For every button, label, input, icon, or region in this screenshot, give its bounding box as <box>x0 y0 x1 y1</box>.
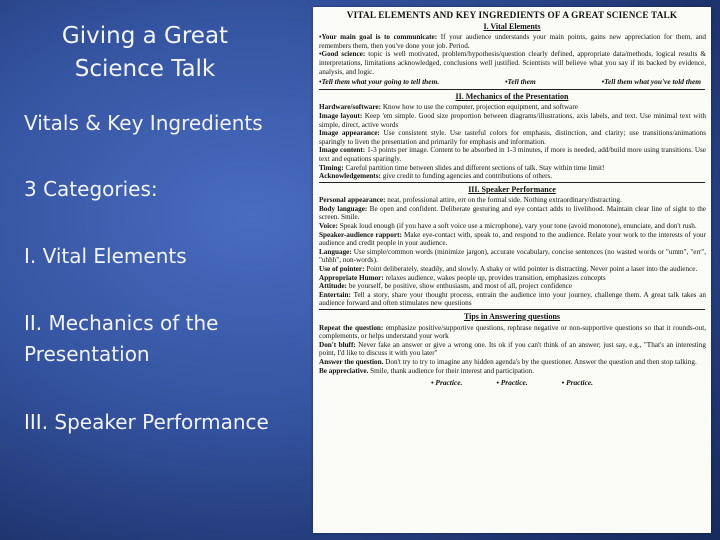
tell-them-3: •Tell them what you've told them <box>601 77 701 87</box>
para-repeat-question: Repeat the question: emphasize positive/supportive questions, rephrase negative or non-supportive questions so that it rounds-out, complements, or helps understand your work <box>319 323 706 341</box>
tell-them-row <box>319 78 701 87</box>
category-speaker-performance: III. Speaker Performance <box>24 410 269 434</box>
section-vital-elements: I. Vital Elements <box>483 21 541 31</box>
para-humor: Appropriate Humor: relaxes audience, wakes people up, provides transition, emphasizes concepts <box>319 273 606 282</box>
divider <box>319 182 705 183</box>
para-image-content: Image content: 1-3 points per image. Content to be absorbed in 1-3 minutes, if more is needed, add/build more using transitions. Use text and equations sparingly. <box>319 146 706 163</box>
tell-them-2: •Tell them <box>504 77 536 87</box>
para-image-appearance: Image appearance: Use consistent style. Use tasteful colors for emphasis, distinction, and clarity; use transitions/animations sparingly to liven the presentation and primarily for emphasis and information. <box>319 129 706 146</box>
divider <box>319 89 705 90</box>
categories-heading: 3 Categories: <box>24 177 158 201</box>
para-attitude: Attitude: be yourself, be positive, show enthusiasm, and most of all, project confidence <box>319 282 573 291</box>
section-speaker-performance: III. Speaker Performance <box>468 184 556 194</box>
para-pointer: Use of pointer: Point deliberately, steadily, and slowly. A shaky or wild pointer is distracting. Never point a laser into the audience. <box>319 265 698 274</box>
practice-1: • Practice. <box>431 378 463 388</box>
para-body-language: Body language: Be open and confident. Deliberate gesturing and eye contact adds to livelihood. Maintain clear line of sight to the screen. Smile. <box>319 204 706 222</box>
slide-left-panel <box>0 0 310 540</box>
category-vital-elements: I. Vital Elements <box>24 244 187 268</box>
document-title: VITAL ELEMENTS AND KEY INGREDIENTS OF A GREAT SCIENCE TALK <box>346 10 678 20</box>
para-personal-appearance: Personal appearance: neat, professional attire, err on the formal side. Nothing extraordinary/distracting. <box>319 196 622 205</box>
slide-title-line-2: Science Talk <box>74 56 216 82</box>
para-main-goal: •Your main goal is to communicate: If your audience understands your main points, gains new appreciation for them, and remembers them, then you've done your job. Period. <box>319 33 707 50</box>
para-good-science: •Good science: topic is well motivated, problem/hypothesis/question clearly defined, appropriate data/methods, logical results & interpretations, limitations acknowledged, conclusions well justified. Scientists will believe what you say if its backed by evidence, analysis, and logic. <box>319 50 706 76</box>
practice-2: • Practice. <box>496 378 528 388</box>
para-be-appreciative: Be appreciative. Smile, thank audience for their interest and participation. <box>319 366 535 375</box>
para-hardware: Hardware/software: Know how to use the computer, projection equipment, and software <box>319 103 578 112</box>
tell-them-1: •Tell them what your going to tell them. <box>319 77 440 87</box>
para-rapport: Speaker-audience rapport: Make eye-contact with, speak to, and respond to the audience. Relate your work to the interests of your audience and credit people in your audience. <box>319 230 706 248</box>
section-mechanics: II. Mechanics of the Presentation <box>455 91 569 101</box>
slide-title-line-1: Giving a Great <box>61 23 229 49</box>
para-voice: Voice: Speak loud enough (if you have a soft voice use a microphone), vary your tone (avoid monotone), enunciate, and don't rush. <box>319 222 697 231</box>
section-answering-questions: Tips in Answering questions <box>463 312 561 321</box>
para-acknowledgements: Acknowledgements: give credit to funding agencies and contributions of others. <box>319 172 553 181</box>
slide-subtitle: Vitals & Key Ingredients <box>24 111 263 135</box>
divider <box>319 309 705 310</box>
para-image-layout: Image layout: Keep 'em simple. Good size proportion between diagrams/illustrations, axis labels, and text. Use minimal text with simple, direct, active words <box>319 111 706 129</box>
para-answer-question: Answer the question. Don't try to try to imagine any hidden agenda's by the questioner. Answer the question and then stop talking. <box>319 357 697 366</box>
practice-3: • Practice. <box>561 378 593 388</box>
category-mechanics-line-2: Presentation <box>24 342 150 366</box>
practice-row <box>313 379 711 388</box>
para-dont-bluff: Don't bluff: Never fake an answer or give a wrong one. Its ok if you can't think of an answer; just say, e.g., "That's an interesting point, I'd like to discuss it with you later" <box>319 340 706 358</box>
para-timing: Timing: Careful partition time between slides and different sections of talk. Stay within time limit! <box>319 163 605 172</box>
para-language: Language: Use simple/common words (minimize jargon), accurate vocabulary, concise sentences (no wasted words or "umm", "err", "uhhh", non-words). <box>319 247 706 265</box>
document-image <box>313 7 711 533</box>
category-mechanics-line-1: II. Mechanics of the <box>24 311 219 335</box>
para-entertain: Entertain: Tell a story, share your thought process, entrain the audience into your journey, challenge them. A great talk takes an audience forward and often stimulates new questions <box>319 290 706 308</box>
slide-title <box>20 20 270 86</box>
